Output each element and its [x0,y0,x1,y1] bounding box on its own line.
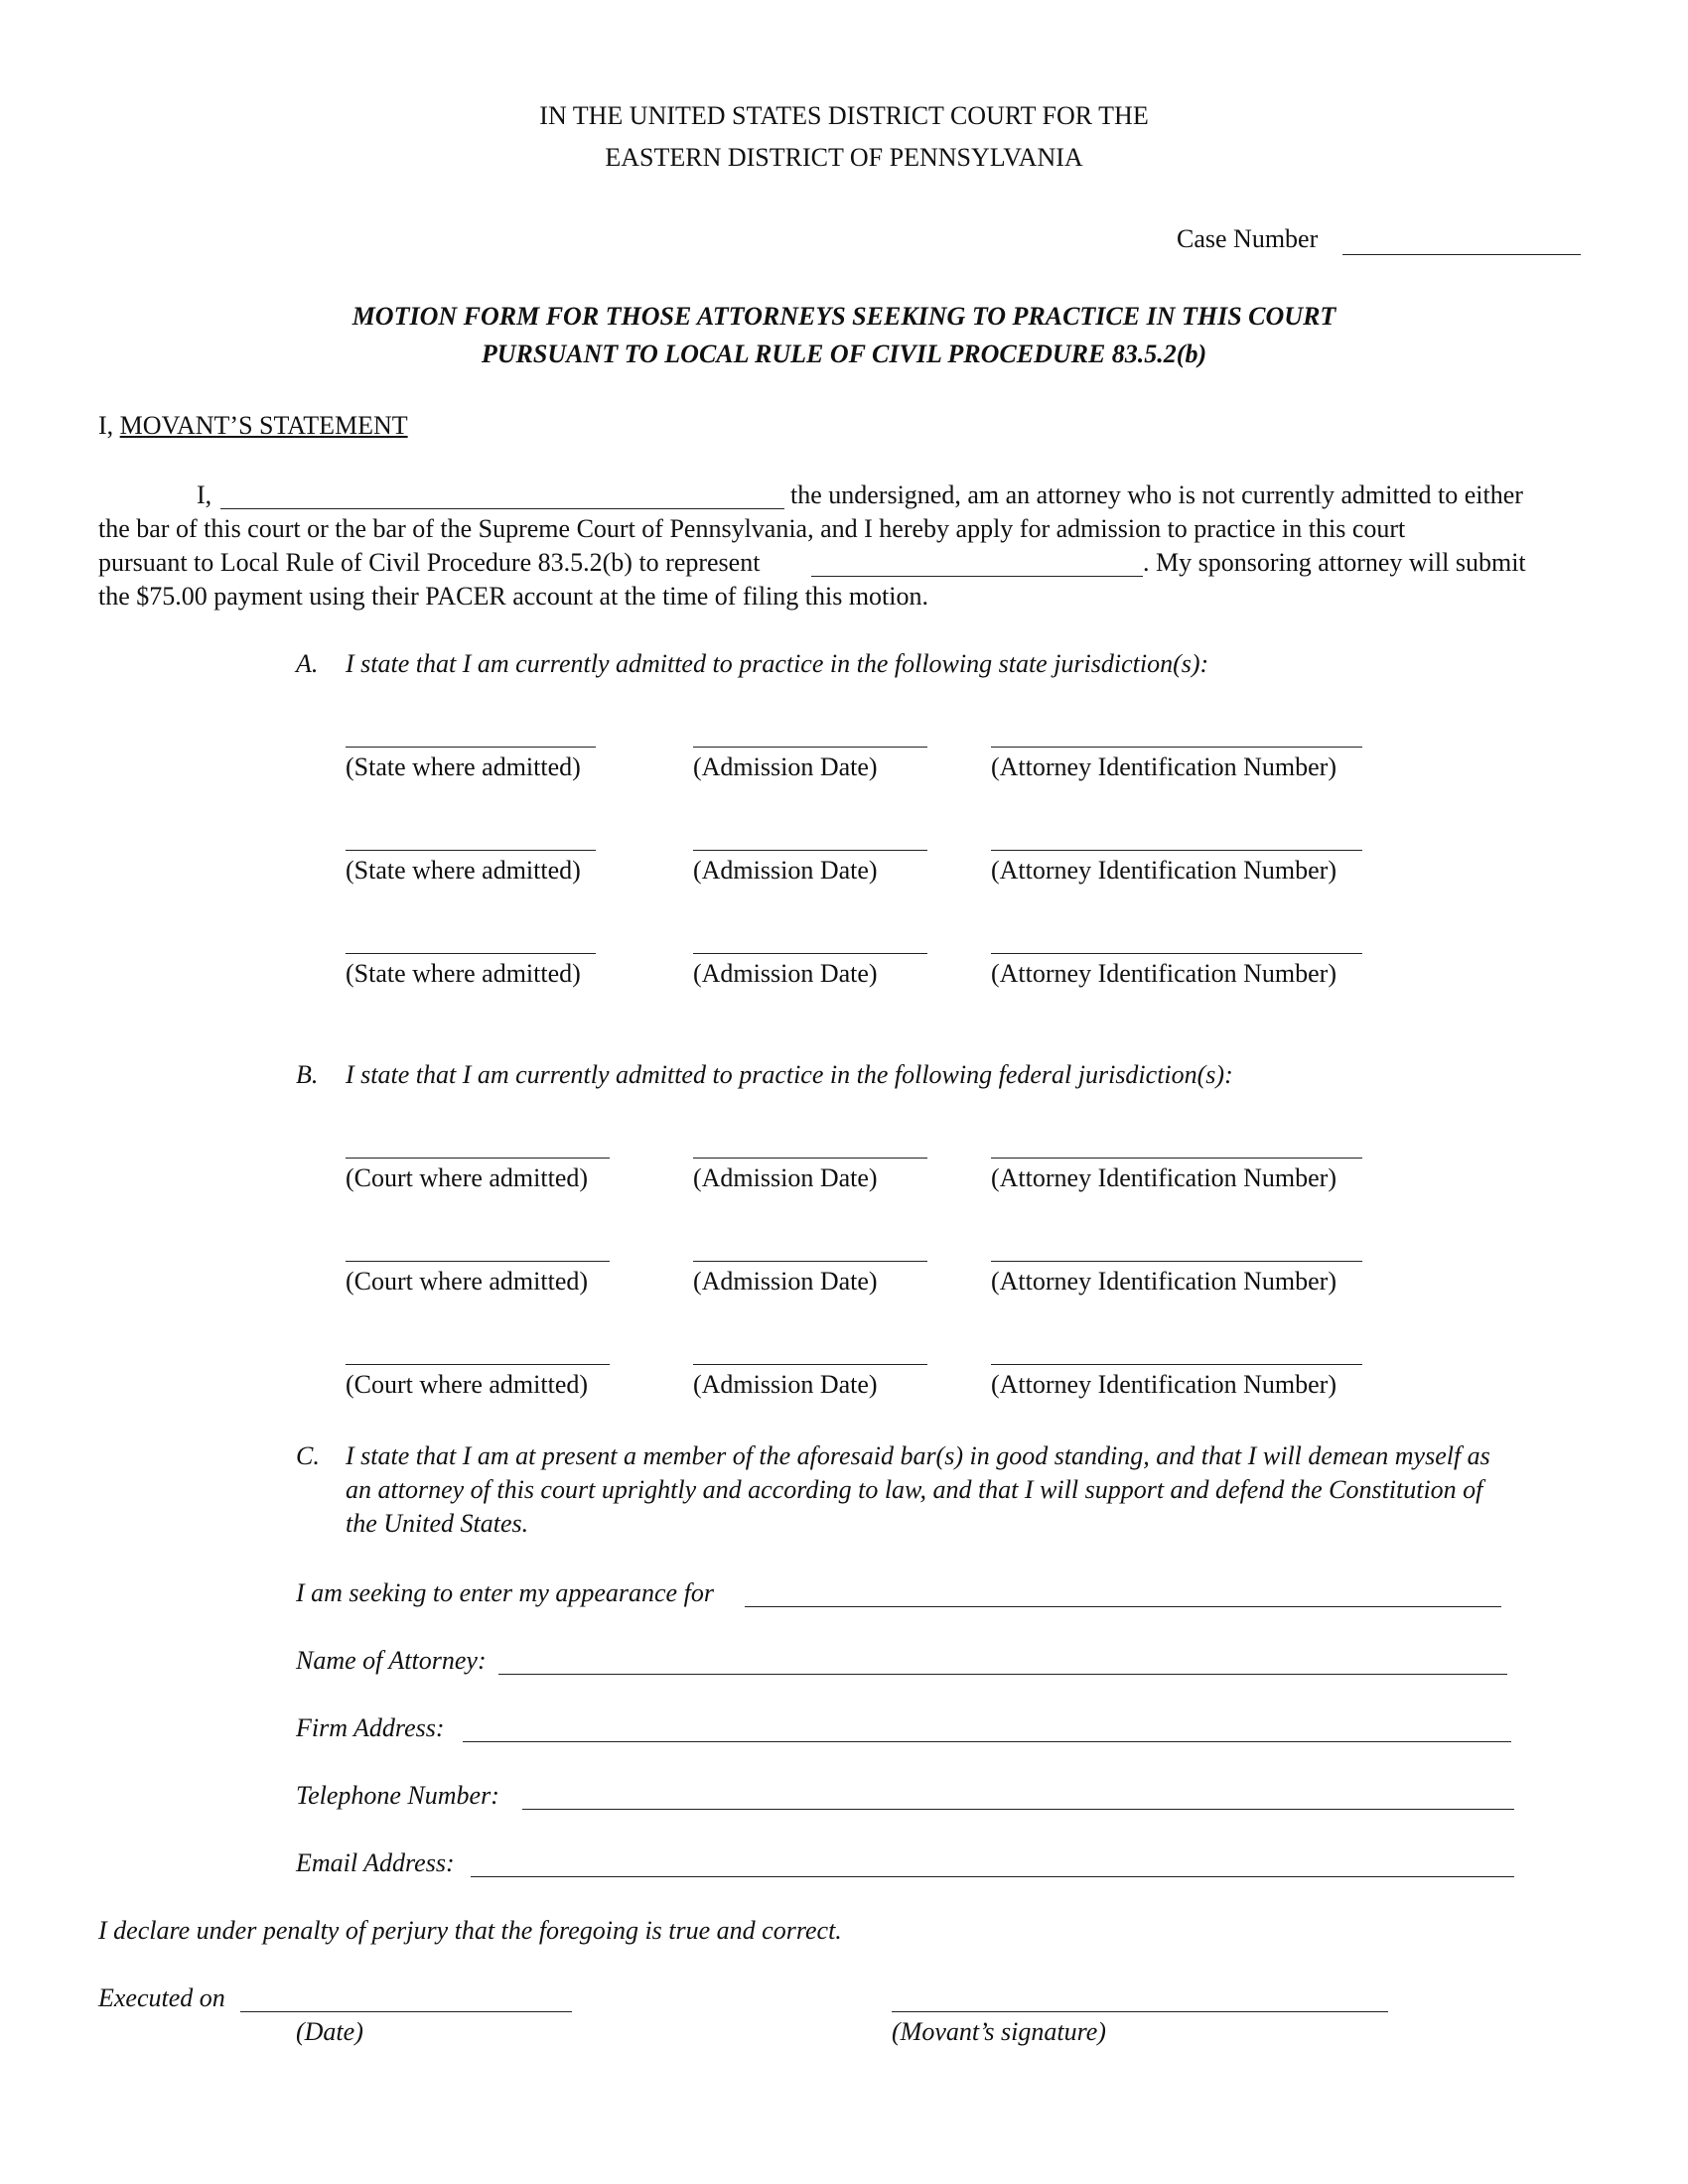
part-c-marker: C. [296,1441,320,1470]
movant-signature-field[interactable] [892,2011,1388,2012]
executed-on-label: Executed on [98,1983,225,2012]
email-label: Email Address: [296,1848,455,1877]
statement-line2: the bar of this court or the bar of the Supreme Court of Pennsylvania, and I hereby apply for admission to practice in this court [98,514,1406,543]
attorney-id-field[interactable] [991,1158,1362,1159]
firm-address-label: Firm Address: [296,1713,445,1742]
admission-date-label: (Admission Date) [693,752,878,781]
attorney-id-field[interactable] [991,1364,1362,1365]
court-admitted-field[interactable] [346,1364,610,1365]
court-admitted-label: (Court where admitted) [346,1267,589,1296]
attorney-id-field[interactable] [991,747,1362,748]
part-c-line2: an attorney of this court uprightly and according to law, and that I will support and defend the Constitution of [346,1475,1483,1504]
date-caption: (Date) [296,2017,363,2046]
admission-date-field[interactable] [693,1364,927,1365]
attorney-id-field[interactable] [991,1261,1362,1262]
perjury-declaration: I declare under penalty of perjury that the foregoing is true and correct. [98,1916,842,1945]
part-c-line3: the United States. [346,1509,529,1538]
admission-date-field[interactable] [693,953,927,954]
attorney-id-label: (Attorney Identification Number) [991,959,1336,988]
attorney-id-label: (Attorney Identification Number) [991,1267,1336,1296]
title-line2: PURSUANT TO LOCAL RULE OF CIVIL PROCEDURE 83.5.2(b) [481,340,1207,368]
statement-i: I, [197,480,212,509]
statement-line4: the $75.00 payment using their PACER account at the time of filing this motion. [98,582,928,611]
admission-date-field[interactable] [693,747,927,748]
section-prefix: I, [98,411,114,440]
appearance-label: I am seeking to enter my appearance for [296,1578,714,1607]
court-name-line1: IN THE UNITED STATES DISTRICT COURT FOR THE [539,101,1149,130]
statement-line1: the undersigned, am an attorney who is not currently admitted to either [790,480,1523,509]
attorney-name-label: Name of Attorney: [296,1646,487,1675]
court-admitted-field[interactable] [346,1261,610,1262]
telephone-field[interactable] [522,1809,1514,1810]
state-admitted-field[interactable] [346,850,596,851]
section-title: MOVANT’S STATEMENT [119,411,408,440]
state-admitted-field[interactable] [346,953,596,954]
appearance-field[interactable] [745,1606,1501,1607]
admission-date-label: (Admission Date) [693,959,878,988]
attorney-name-field[interactable] [498,1674,1507,1675]
admission-date-label: (Admission Date) [693,856,878,885]
admission-date-field[interactable] [693,850,927,851]
statement-line3a: pursuant to Local Rule of Civil Procedure 83.5.2(b) to represent [98,548,761,577]
admission-date-field[interactable] [693,1261,927,1262]
state-admitted-label: (State where admitted) [346,959,581,988]
attorney-id-label: (Attorney Identification Number) [991,1163,1336,1192]
court-admitted-label: (Court where admitted) [346,1370,589,1399]
case-number-field[interactable] [1342,254,1581,255]
state-admitted-label: (State where admitted) [346,752,581,781]
execution-date-field[interactable] [240,2011,572,2012]
signature-caption: (Movant’s signature) [892,2017,1106,2046]
section-heading [98,409,408,443]
case-number-label: Case Number [1177,224,1319,253]
admission-date-field[interactable] [693,1158,927,1159]
court-admitted-field[interactable] [346,1158,610,1159]
statement-line3b: . My sponsoring attorney will submit [1143,548,1526,577]
court-admitted-label: (Court where admitted) [346,1163,589,1192]
part-a-text: I state that I am currently admitted to practice in the following state jurisdiction(s): [346,649,1209,678]
part-b-text: I state that I am currently admitted to practice in the following federal jurisdiction(s): [346,1060,1233,1089]
movant-name-field[interactable] [220,508,784,509]
title-line1: MOTION FORM FOR THOSE ATTORNEYS SEEKING TO PRACTICE IN THIS COURT [352,302,1336,331]
attorney-id-label: (Attorney Identification Number) [991,1370,1336,1399]
telephone-label: Telephone Number: [296,1781,499,1810]
admission-date-label: (Admission Date) [693,1370,878,1399]
email-field[interactable] [471,1876,1514,1877]
admission-date-label: (Admission Date) [693,1163,878,1192]
part-b-marker: B. [296,1060,319,1089]
part-c-line1: I state that I am at present a member of the aforesaid bar(s) in good standing, and that I will demean myself as [346,1441,1490,1470]
attorney-id-field[interactable] [991,850,1362,851]
firm-address-field[interactable] [463,1741,1511,1742]
attorney-id-label: (Attorney Identification Number) [991,856,1336,885]
state-admitted-field[interactable] [346,747,596,748]
state-admitted-label: (State where admitted) [346,856,581,885]
admission-date-label: (Admission Date) [693,1267,878,1296]
attorney-id-field[interactable] [991,953,1362,954]
represent-party-field[interactable] [811,576,1143,577]
court-name-line2: EASTERN DISTRICT OF PENNSYLVANIA [605,143,1083,172]
attorney-id-label: (Attorney Identification Number) [991,752,1336,781]
part-a-marker: A. [296,649,319,678]
